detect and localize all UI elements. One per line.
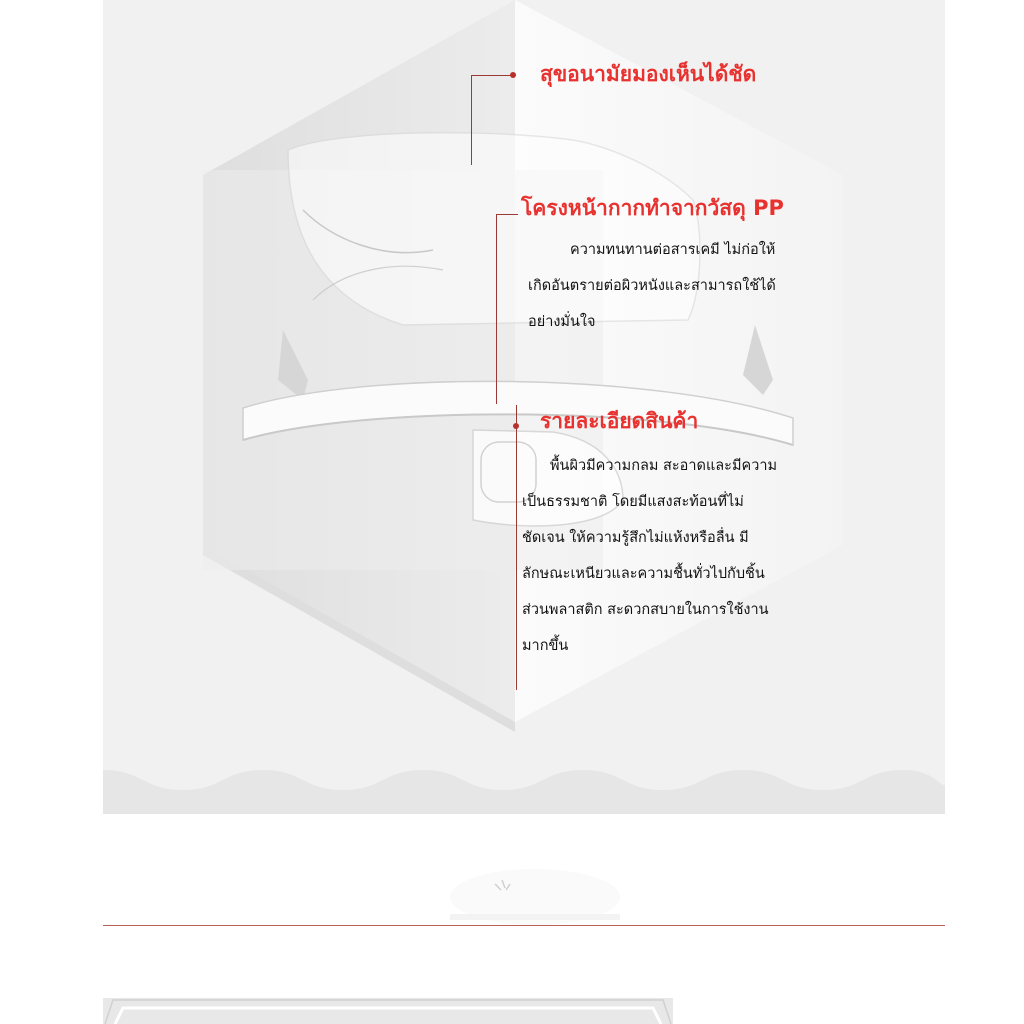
- feature-3-description: [522, 448, 777, 664]
- feature-2-line-3: อย่างมั่นใจ: [528, 314, 596, 330]
- feature-3-line-4: ลักษณะเหนียวและความชื้นทั่วไปกับชิ้น: [522, 566, 765, 582]
- next-section-frame: [103, 998, 673, 1024]
- section-divider: [103, 925, 945, 926]
- feature-3-title: รายละเอียดสินค้า: [540, 409, 699, 433]
- feature-3-line-5: ส่วนพลาสติก สะดวกสบายในการใช้งาน: [522, 602, 769, 618]
- connector-2-v: [496, 214, 497, 404]
- feature-2-title: โครงหน้ากากทำจากวัสดุ PP: [521, 196, 784, 220]
- feature-1-title: สุขอนามัยมองเห็นได้ชัด: [540, 62, 757, 86]
- connector-2-h: [496, 214, 518, 215]
- connector-3-dot: [513, 423, 519, 429]
- connector-1-dot: [510, 72, 516, 78]
- product-illustration: [103, 0, 945, 814]
- feature-3-line-2: เป็นธรรมชาติ โดยมีแสงสะท้อนที่ไม่: [522, 494, 744, 510]
- feature-3-line-3: ชัดเจน ให้ความรู้สึกไม่แห้งหรือลื่น มี: [522, 530, 749, 546]
- feature-2-line-1: ความทนทานต่อสารเคมี ไม่ก่อให้: [570, 242, 776, 258]
- watermark-logo: [440, 862, 630, 932]
- product-panel: [103, 0, 945, 814]
- feature-2-description: [528, 232, 776, 340]
- feature-3-line-6: มากขึ้น: [522, 638, 569, 654]
- connector-1-v: [471, 75, 472, 165]
- connector-1-h: [471, 75, 511, 76]
- connector-3-v: [516, 405, 517, 690]
- feature-2-line-2: เกิดอันตรายต่อผิวหนังและสามารถใช้ได้: [528, 278, 776, 294]
- feature-3-line-1: พื้นผิวมีความกลม สะอาดและมีความ: [550, 458, 778, 474]
